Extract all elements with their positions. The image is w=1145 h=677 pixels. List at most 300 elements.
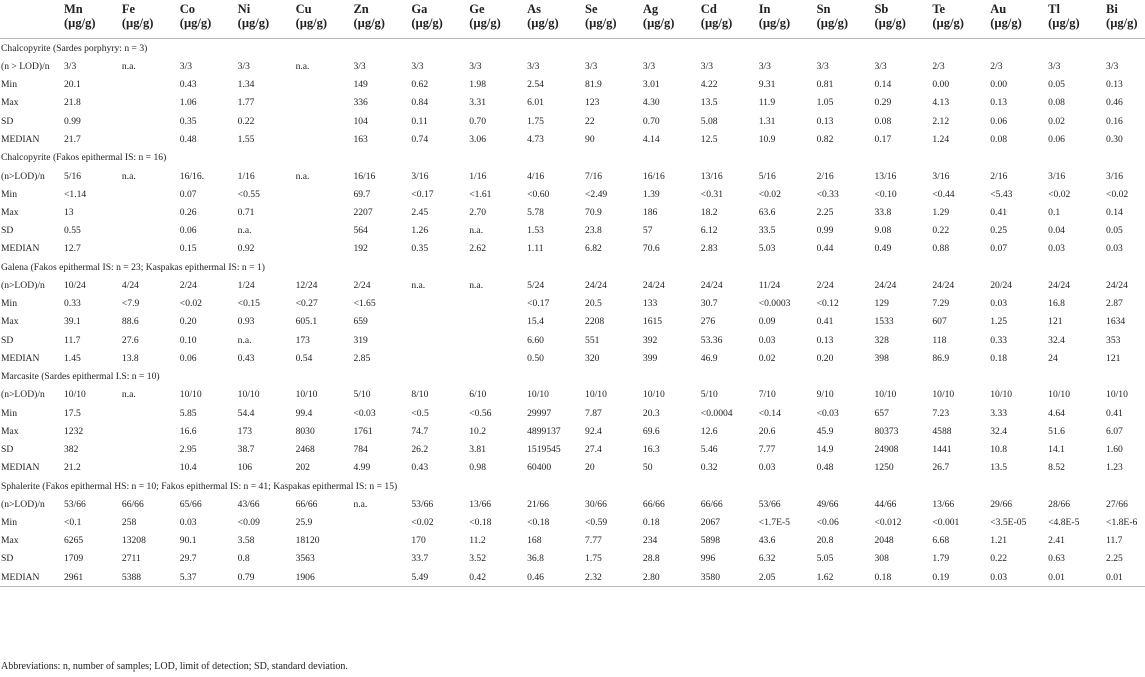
table-cell: 20.5: [585, 298, 602, 310]
table-cell: [120, 130, 178, 148]
table-row: [0, 331, 1145, 349]
table-cell: 66/66: [121, 498, 144, 510]
table-cell: 32.4: [1048, 334, 1065, 346]
section-title: Chalcopyrite (Sardes porphyry: n = 3): [1, 42, 148, 54]
table-cell: 2.54: [527, 79, 544, 91]
table-cell: 1634: [1106, 316, 1126, 328]
table-cell: 0.03: [1048, 243, 1065, 255]
table-cell: n.a.: [295, 170, 310, 182]
row-label: Max: [1, 535, 19, 547]
table-cell: 27.4: [585, 443, 602, 455]
table-cell: 0.01: [1104, 568, 1145, 587]
table-cell: 23.8: [585, 225, 602, 237]
table-cell: <0.15: [237, 298, 260, 310]
table-cell: 24: [1048, 352, 1058, 364]
table-cell: 13/16: [700, 170, 723, 182]
row-label: SD: [1, 115, 14, 127]
table-cell: 33.5: [758, 225, 776, 237]
table-cell: 4899137: [527, 425, 561, 437]
table-cell: 0.08: [874, 115, 892, 127]
table-cell: <0.14: [758, 407, 781, 419]
table-cell: 3563: [295, 553, 315, 565]
table-cell: 10/10: [237, 389, 260, 401]
table-cell: <0.001: [932, 517, 960, 529]
table-cell: 20.8: [816, 535, 834, 547]
column-header-sn: [815, 0, 873, 39]
table-cell: 51.6: [1048, 425, 1065, 437]
table-cell: 4.64: [1048, 407, 1065, 419]
table-cell: 11.7: [64, 334, 81, 346]
table-cell: 3/3: [585, 61, 598, 73]
table-cell: [467, 349, 525, 367]
table-cell: 0.43: [237, 352, 255, 364]
table-cell: <0.5: [411, 407, 429, 419]
table-cell: 996: [700, 553, 716, 565]
table-cell: 104: [353, 115, 368, 127]
column-unit: (µg/g): [874, 16, 906, 30]
table-cell: 0.04: [1048, 225, 1065, 237]
table-cell: 1533: [874, 316, 894, 328]
table-cell: 16.8: [1048, 298, 1065, 310]
table-cell: <0.09: [237, 517, 260, 529]
column-unit: (µg/g): [353, 16, 385, 30]
table-cell: 16/16: [642, 170, 665, 182]
table-cell: 10/10: [585, 389, 607, 401]
section-header-row: [0, 39, 1145, 58]
table-cell: 53/66: [411, 498, 434, 510]
table-cell: 1.39: [642, 188, 660, 200]
table-cell: 5.85: [179, 407, 197, 419]
table-cell: 5/10: [700, 389, 718, 401]
column-unit: (µg/g): [1048, 16, 1080, 30]
table-cell: 1/16: [469, 170, 487, 182]
table-cell: 3/3: [816, 61, 829, 73]
table-cell: 6.07: [1106, 425, 1123, 437]
table-cell: 1.29: [932, 206, 950, 218]
table-cell: n.a.: [469, 225, 484, 237]
table-cell: 186: [642, 206, 658, 218]
table-cell: <0.17: [411, 188, 434, 200]
table-cell: 0.92: [237, 243, 255, 255]
table-cell: 20.3: [642, 407, 660, 419]
table-cell: 258: [121, 517, 137, 529]
table-cell: 0.02: [1048, 115, 1065, 127]
table-cell: 29.7: [179, 553, 197, 565]
table-cell: <0.31: [700, 188, 723, 200]
table-cell: 3/3: [700, 61, 714, 73]
table-cell: 1441: [932, 443, 952, 455]
table-cell: 0.35: [411, 243, 429, 255]
table-cell: [294, 112, 352, 130]
table-cell: [351, 550, 409, 568]
table-cell: 1709: [64, 553, 84, 565]
table-cell: 0.08: [1048, 97, 1065, 109]
column-element: Fe: [121, 2, 136, 16]
table-cell: 2.05: [757, 568, 815, 587]
table-cell: 0.10: [179, 334, 197, 346]
table-cell: 6.12: [700, 225, 718, 237]
row-label: Min: [1, 188, 17, 200]
table-cell: 5/16: [64, 170, 82, 182]
table-cell: [120, 112, 178, 130]
table-cell: 0.93: [237, 316, 255, 328]
table-cell: n.a.: [121, 170, 136, 182]
row-label: MEDIAN: [0, 568, 62, 587]
table-cell: 28.8: [642, 553, 660, 565]
table-cell: 8/10: [411, 389, 429, 401]
column-element: Te: [932, 2, 946, 16]
table-cell: 0.01: [1046, 568, 1104, 587]
table-cell: 22: [585, 115, 595, 127]
table-cell: 0.41: [1106, 407, 1123, 419]
table-cell: <0.0003: [758, 298, 791, 310]
table-row: [0, 349, 1145, 367]
table-cell: 12/24: [295, 279, 318, 291]
table-cell: 1906: [294, 568, 352, 587]
table-cell: 13.8: [121, 352, 139, 364]
table-cell: 65/66: [179, 498, 202, 510]
table-cell: 0.71: [237, 206, 255, 218]
table-cell: 0.43: [179, 79, 197, 91]
table-cell: n.a.: [353, 498, 368, 510]
table-cell: 2/24: [816, 279, 834, 291]
table-cell: 30/66: [585, 498, 607, 510]
table-cell: 399: [642, 352, 658, 364]
table-cell: 44/66: [874, 498, 897, 510]
table-body: [0, 39, 1145, 587]
table-cell: 10/10: [64, 389, 86, 401]
table-cell: 13/16: [874, 170, 897, 182]
column-element: In: [758, 2, 771, 16]
table-cell: [409, 331, 467, 349]
table-cell: 1519545: [527, 443, 561, 455]
table-cell: 4.30: [642, 97, 660, 109]
table-cell: [351, 513, 409, 531]
table-cell: 18120: [295, 535, 320, 547]
table-cell: 0.19: [930, 568, 988, 587]
table-cell: [409, 313, 467, 331]
table-cell: 0.70: [642, 115, 660, 127]
table-cell: 0.63: [1048, 553, 1065, 565]
table-cell: 353: [1106, 334, 1121, 346]
table-header: [0, 0, 1145, 39]
table-cell: 2961: [62, 568, 120, 587]
table-cell: 6.68: [932, 535, 950, 547]
table-cell: [409, 349, 467, 367]
table-cell: 60400: [527, 462, 552, 474]
table-cell: 0.20: [816, 352, 834, 364]
table-cell: <0.02: [1048, 188, 1071, 200]
table-cell: <0.60: [527, 188, 550, 200]
table-cell: 4/24: [121, 279, 139, 291]
table-cell: 118: [932, 334, 947, 346]
row-label: MEDIAN: [1, 133, 40, 145]
row-label: (n>LOD)/n: [1, 498, 45, 510]
table-cell: 25.9: [295, 517, 313, 529]
table-cell: 53/66: [758, 498, 781, 510]
table-cell: <4.8E-5: [1048, 517, 1080, 529]
table-cell: 0.33: [64, 298, 81, 310]
table-cell: 20/24: [990, 279, 1013, 291]
table-cell: 10/10: [179, 389, 202, 401]
table-cell: <1.14: [64, 188, 87, 200]
table-cell: 24/24: [1048, 279, 1070, 291]
table-cell: [120, 222, 178, 240]
table-row: [0, 404, 1145, 422]
table-cell: 24/24: [642, 279, 665, 291]
table-cell: 4/16: [527, 170, 545, 182]
table-cell: <0.03: [353, 407, 376, 419]
row-label: SD: [1, 443, 14, 455]
table-cell: [120, 240, 178, 258]
table-cell: n.a.: [121, 389, 136, 401]
table-cell: 1.98: [469, 79, 487, 91]
table-cell: <3.5E-05: [990, 517, 1027, 529]
table-cell: 2067: [700, 517, 720, 529]
row-label: Min: [1, 79, 17, 91]
table-cell: 6.60: [527, 334, 544, 346]
table-cell: 0.03: [1106, 243, 1123, 255]
column-unit: (µg/g): [527, 16, 559, 30]
table-cell: 0.8: [237, 553, 250, 565]
table-cell: 0.03: [758, 462, 776, 474]
table-cell: 16/16: [353, 170, 376, 182]
table-cell: 92.4: [585, 425, 602, 437]
table-cell: <0.59: [585, 517, 608, 529]
table-cell: 1.55: [237, 133, 255, 145]
table-cell: 5.49: [409, 568, 467, 587]
table-cell: 3580: [699, 568, 757, 587]
table-cell: 5/10: [353, 389, 371, 401]
column-header-se: [583, 0, 641, 39]
column-element: As: [527, 2, 542, 16]
table-cell: [120, 422, 178, 440]
table-cell: 13.5: [700, 97, 718, 109]
column-unit: (µg/g): [932, 16, 964, 30]
table-cell: 0.41: [816, 316, 834, 328]
table-cell: 0.74: [411, 133, 429, 145]
table-cell: 12.7: [64, 243, 81, 255]
table-cell: 99.4: [295, 407, 313, 419]
table-cell: 0.88: [932, 243, 950, 255]
table-cell: 27/66: [1106, 498, 1128, 510]
table-cell: 90: [585, 133, 595, 145]
row-label: MEDIAN: [1, 243, 40, 255]
table-cell: 192: [353, 243, 368, 255]
table-row: [0, 167, 1145, 185]
row-label: SD: [1, 553, 14, 565]
table-cell: [294, 185, 352, 203]
table-cell: 28/66: [1048, 498, 1070, 510]
table-cell: 2/24: [353, 279, 371, 291]
section-header-row: [0, 148, 1145, 167]
column-unit: (µg/g): [700, 16, 733, 30]
table-cell: 0.26: [179, 206, 197, 218]
table-cell: <5.43: [990, 188, 1013, 200]
table-cell: 10/10: [990, 389, 1013, 401]
table-cell: 4.99: [353, 462, 371, 474]
table-cell: 10/10: [874, 389, 897, 401]
table-cell: 0.46: [525, 568, 583, 587]
table-cell: [120, 404, 178, 422]
table-cell: 9.08: [874, 225, 892, 237]
table-cell: 2/16: [816, 170, 834, 182]
table-cell: <0.18: [527, 517, 550, 529]
table-cell: [120, 203, 178, 221]
row-label: (n > LOD)/n: [1, 61, 50, 73]
table-cell: 0.14: [1106, 206, 1123, 218]
table-cell: 0.82: [816, 133, 834, 145]
table-cell: 4.22: [700, 79, 718, 91]
table-cell: 1232: [64, 425, 84, 437]
table-cell: 1.60: [1106, 443, 1123, 455]
table-cell: 0.1: [1048, 206, 1061, 218]
table-cell: 382: [64, 443, 79, 455]
table-cell: 63.6: [758, 206, 776, 218]
table-cell: 7.87: [585, 407, 602, 419]
table-cell: 123: [585, 97, 600, 109]
table-cell: 43.6: [758, 535, 776, 547]
table-cell: [351, 532, 409, 550]
table-cell: 10.2: [469, 425, 487, 437]
section-title: Marcasite (Sardes epithermal I.S: n = 10): [1, 371, 160, 383]
table-cell: 2/3: [932, 61, 945, 73]
table-cell: 86.9: [932, 352, 950, 364]
table-cell: 70.6: [642, 243, 660, 255]
table-cell: 149: [353, 79, 368, 91]
row-label: (n>LOD)/n: [1, 170, 45, 182]
table-cell: 90.1: [179, 535, 197, 547]
table-cell: 2711: [121, 553, 141, 565]
table-cell: 320: [585, 352, 600, 364]
column-header-tl: [1046, 0, 1104, 39]
table-cell: 0.13: [1106, 79, 1123, 91]
table-cell: 2048: [874, 535, 894, 547]
table-cell: 0.41: [990, 206, 1008, 218]
column-header-te: [930, 0, 988, 39]
table-cell: 26.2: [411, 443, 429, 455]
section-title: Sphalerite (Fakos epithermal HS: n = 10; Fakos epithermal IS: n = 41; Kaspakas epithermal IS: n = 15): [1, 480, 398, 492]
column-element: Zn: [353, 2, 369, 16]
table-cell: 0.62: [411, 79, 429, 91]
table-cell: [120, 440, 178, 458]
table-cell: 2.62: [469, 243, 487, 255]
table-cell: 3.33: [990, 407, 1008, 419]
table-cell: 24/24: [1106, 279, 1128, 291]
table-cell: <1.8E-6: [1106, 517, 1138, 529]
table-cell: 10/10: [1048, 389, 1070, 401]
table-cell: 2.12: [932, 115, 950, 127]
column-element: Mn: [64, 2, 83, 16]
table-cell: 3/3: [237, 61, 250, 73]
table-cell: 2.83: [700, 243, 718, 255]
table-cell: 46.9: [700, 352, 718, 364]
table-cell: 24/24: [585, 279, 607, 291]
table-row: [0, 240, 1145, 258]
table-cell: 657: [874, 407, 889, 419]
table-cell: 0.44: [816, 243, 834, 255]
table-cell: 1.24: [932, 133, 950, 145]
row-label: (n>LOD)/n: [1, 389, 45, 401]
table-cell: 129: [874, 298, 889, 310]
section-title: Chalcopyrite (Fakos epithermal IS: n = 16): [1, 152, 167, 164]
table-cell: <0.012: [874, 517, 902, 529]
table-cell: 10/10: [1106, 389, 1128, 401]
table-cell: 170: [411, 535, 426, 547]
table-cell: 0.99: [816, 225, 834, 237]
table-cell: 0.03: [988, 568, 1046, 587]
row-label: MEDIAN: [1, 462, 40, 474]
table-cell: <0.33: [816, 188, 839, 200]
table-cell: 15.4: [527, 316, 544, 328]
column-unit: (µg/g): [121, 16, 154, 30]
table-cell: 11.9: [758, 97, 776, 109]
column-element: Au: [990, 2, 1007, 16]
table-cell: 49/66: [816, 498, 839, 510]
table-cell: 2.25: [1106, 553, 1123, 565]
table-cell: 3/3: [469, 61, 482, 73]
table-cell: 659: [353, 316, 368, 328]
table-cell: 36.8: [527, 553, 544, 565]
table-cell: 17.5: [64, 407, 81, 419]
table-cell: 1.77: [237, 97, 255, 109]
table-cell: 57: [642, 225, 653, 237]
table-cell: 0.02: [758, 352, 776, 364]
table-cell: <0.44: [932, 188, 955, 200]
table-cell: 29997: [527, 407, 552, 419]
table-cell: 1/24: [237, 279, 255, 291]
table-cell: 8.52: [1048, 462, 1065, 474]
column-header-sb: [872, 0, 930, 39]
table-cell: <0.02: [411, 517, 434, 529]
table-cell: 564: [353, 225, 368, 237]
row-label: SD: [1, 334, 14, 346]
table-cell: 0.98: [469, 462, 487, 474]
column-element: Ni: [237, 2, 251, 16]
column-unit: (µg/g): [990, 16, 1022, 30]
table-cell: 784: [353, 443, 368, 455]
table-cell: 0.16: [1106, 115, 1123, 127]
table-cell: 2/16: [990, 170, 1008, 182]
row-label: (n>LOD)/n: [1, 279, 45, 291]
table-row: [0, 495, 1145, 513]
table-cell: <1.7E-5: [758, 517, 790, 529]
table-cell: 53.36: [700, 334, 723, 346]
table-cell: 5.37: [178, 568, 236, 587]
column-unit: (µg/g): [179, 16, 212, 30]
table-row: [0, 568, 1145, 587]
section-header-row: [0, 367, 1145, 386]
table-cell: 2/24: [179, 279, 197, 291]
table-cell: 607: [932, 316, 947, 328]
table-cell: 29/66: [990, 498, 1013, 510]
table-cell: 11.7: [1106, 535, 1123, 547]
table-cell: <0.1: [64, 517, 82, 529]
table-cell: <0.02: [758, 188, 781, 200]
table-cell: 0.18: [642, 517, 660, 529]
table-cell: 5388: [120, 568, 178, 587]
table-footnote: Abbreviations: n, number of samples; LOD, limit of detection; SD, standard deviation.: [1, 661, 348, 672]
table-cell: 6.32: [758, 553, 776, 565]
column-element: Tl: [1048, 2, 1060, 16]
table-cell: 328: [874, 334, 889, 346]
column-unit: (µg/g): [758, 16, 791, 30]
header-row: [0, 0, 1145, 39]
table-cell: n.a.: [121, 61, 136, 73]
table-cell: 5.03: [758, 243, 776, 255]
table-cell: 10/24: [64, 279, 86, 291]
row-label: Max: [1, 316, 19, 328]
